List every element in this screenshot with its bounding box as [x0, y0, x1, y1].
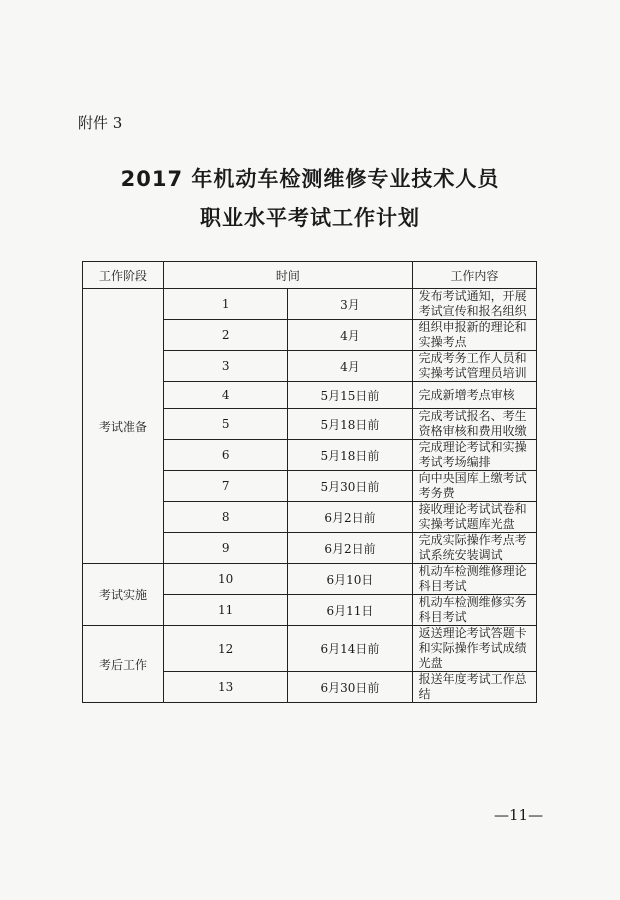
row-number: 13 — [164, 672, 288, 703]
row-content: 完成理论考试和实操考试考场编排 — [412, 440, 536, 471]
row-content: 组织申报新的理论和实操考点 — [412, 320, 536, 351]
row-date: 4月 — [288, 351, 412, 382]
row-date: 5月15日前 — [288, 382, 412, 409]
row-date: 6月30日前 — [288, 672, 412, 703]
row-number: 9 — [164, 533, 288, 564]
row-number: 3 — [164, 351, 288, 382]
table-header-row — [83, 262, 537, 289]
row-content: 接收理论考试试卷和实操考试题库光盘 — [412, 502, 536, 533]
row-date: 5月30日前 — [288, 471, 412, 502]
row-date: 6月14日前 — [288, 626, 412, 672]
row-number: 10 — [164, 564, 288, 595]
row-number: 5 — [164, 409, 288, 440]
row-number: 6 — [164, 440, 288, 471]
document-title-line-2: 职业水平考试工作计划 — [200, 206, 420, 230]
page-number: —11— — [494, 806, 544, 824]
row-number: 2 — [164, 320, 288, 351]
row-date: 6月2日前 — [288, 533, 412, 564]
row-content: 报送年度考试工作总结 — [412, 672, 536, 703]
row-content: 完成考试报名、考生资格审核和费用收缴 — [412, 409, 536, 440]
row-content: 机动车检测维修理论科目考试 — [412, 564, 536, 595]
attachment-label: 附件 3 — [78, 114, 123, 132]
work-plan-table — [82, 261, 537, 703]
table-row — [83, 289, 537, 320]
header-time: 时间 — [164, 262, 413, 289]
header-content: 工作内容 — [412, 262, 536, 289]
row-date: 6月10日 — [288, 564, 412, 595]
row-content: 完成考务工作人员和实操考试管理员培训 — [412, 351, 536, 382]
stage-exam: 考试实施 — [83, 564, 164, 626]
document-title-line-1: 2017 年机动车检测维修专业技术人员 — [120, 167, 500, 191]
row-number: 12 — [164, 626, 288, 672]
row-date: 6月2日前 — [288, 502, 412, 533]
table-row — [83, 564, 537, 595]
row-content: 机动车检测维修实务科目考试 — [412, 595, 536, 626]
stage-prep: 考试准备 — [83, 289, 164, 564]
row-number: 4 — [164, 382, 288, 409]
row-number: 8 — [164, 502, 288, 533]
row-date: 4月 — [288, 320, 412, 351]
row-content: 向中央国库上缴考试考务费 — [412, 471, 536, 502]
table-row — [83, 626, 537, 672]
row-number: 7 — [164, 471, 288, 502]
row-content: 完成实际操作考点考试系统安装调试 — [412, 533, 536, 564]
row-number: 1 — [164, 289, 288, 320]
stage-after: 考后工作 — [83, 626, 164, 703]
header-stage: 工作阶段 — [83, 262, 164, 289]
row-number: 11 — [164, 595, 288, 626]
row-date: 3月 — [288, 289, 412, 320]
row-content: 完成新增考点审核 — [412, 382, 536, 409]
row-content: 发布考试通知，开展考试宣传和报名组织 — [412, 289, 536, 320]
row-date: 5月18日前 — [288, 440, 412, 471]
row-date: 5月18日前 — [288, 409, 412, 440]
row-date: 6月11日 — [288, 595, 412, 626]
row-content: 返送理论考试答题卡和实际操作考试成绩光盘 — [412, 626, 536, 672]
